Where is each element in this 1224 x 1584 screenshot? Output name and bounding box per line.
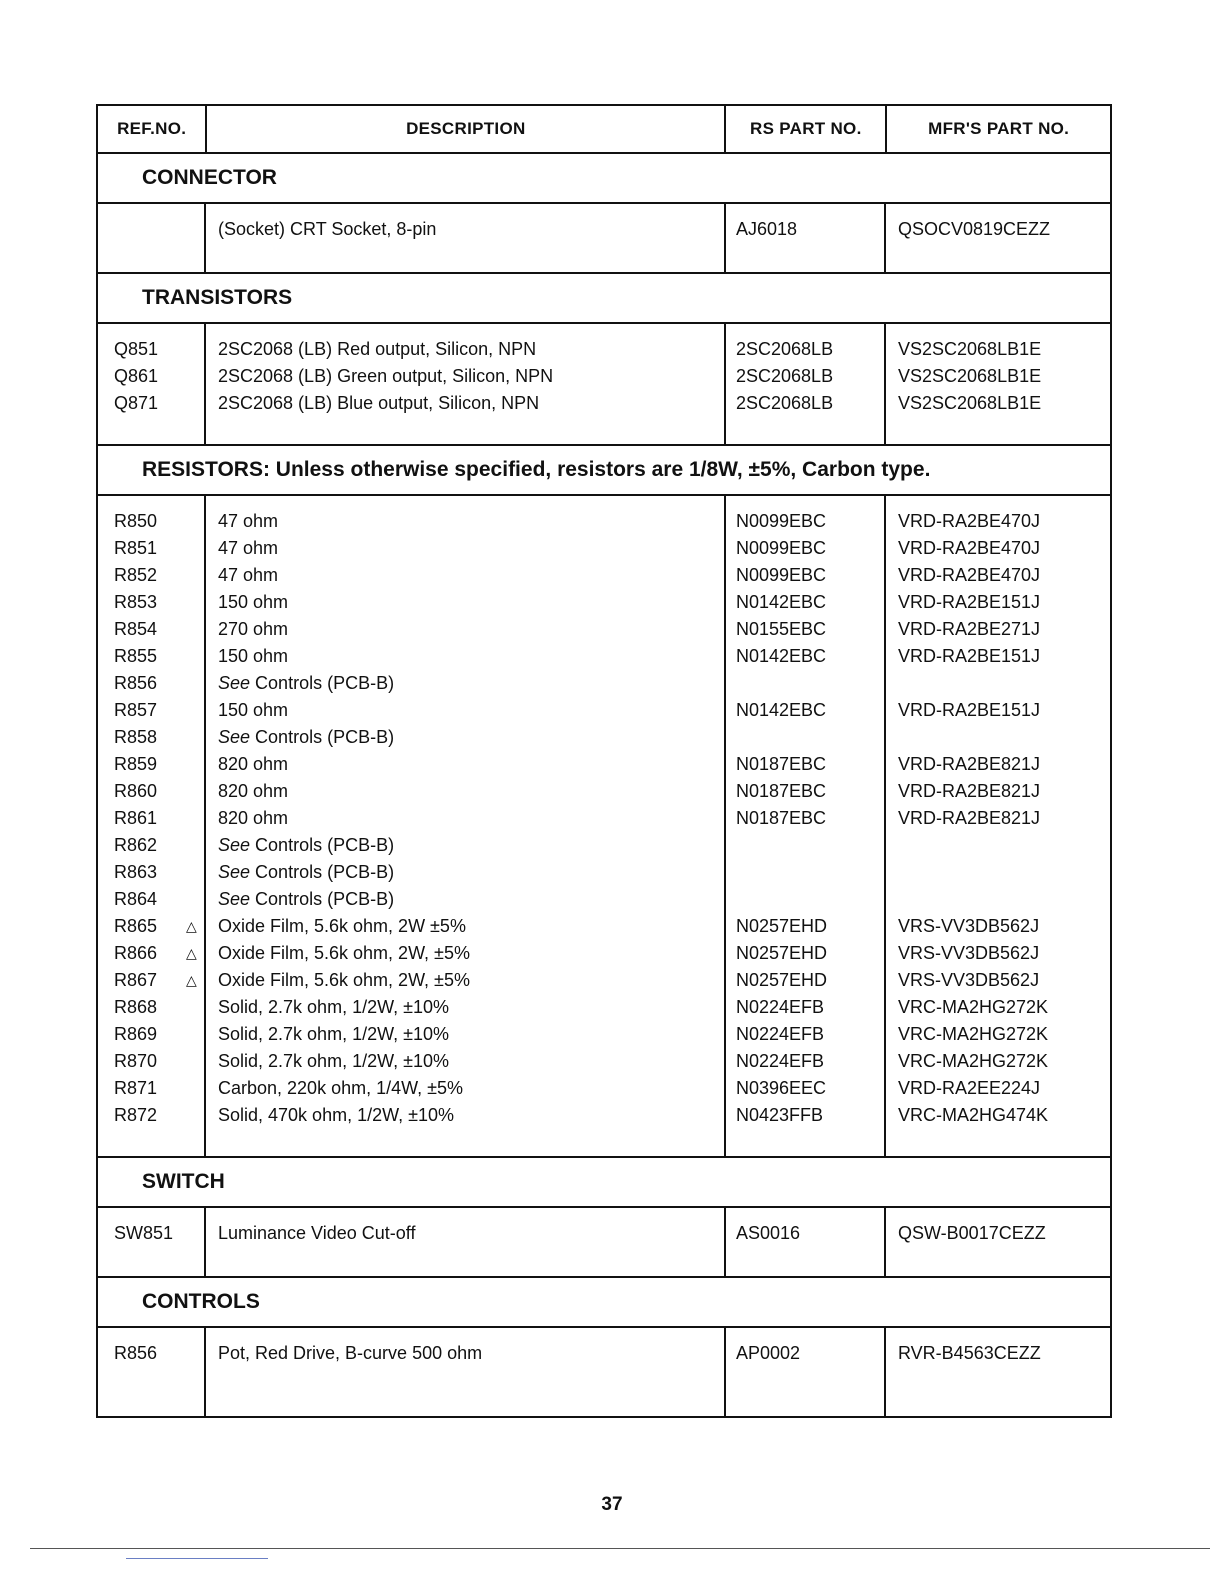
ref-number: R867 [114, 970, 158, 990]
description-cell [218, 535, 724, 562]
mfr-part-cell: VRD-RA2BE151J [898, 592, 1041, 612]
description-text: Oxide Film, 5.6k ohm, 2W ±5% [218, 916, 466, 936]
ref-number: R855 [114, 646, 158, 666]
ref-number: R860 [114, 781, 158, 801]
description-cell [218, 589, 724, 616]
rs-part-column [726, 324, 886, 444]
mfr-part-cell: VRD-RA2BE821J [898, 808, 1041, 828]
sections-container [98, 154, 1110, 1416]
ref-number: SW851 [114, 1223, 174, 1243]
rs-part-cell: N0396EEC [736, 1078, 827, 1098]
description-column [206, 1208, 726, 1276]
mfr-part-column [886, 204, 1110, 272]
ref-cell [114, 1220, 204, 1247]
ref-cell [114, 336, 204, 363]
description-text: 47 ohm [218, 538, 279, 558]
rs-part-column [726, 204, 886, 272]
description-text: 47 ohm [218, 511, 279, 531]
description-cell [218, 913, 724, 940]
ref-column [98, 496, 206, 1156]
section-title: SWITCH [98, 1158, 1110, 1208]
ref-cell [114, 967, 204, 994]
ref-number: R865 [114, 916, 158, 936]
section-body [98, 496, 1110, 1158]
ref-cell [114, 751, 204, 778]
rs-part-cell: N0224EFB [736, 1024, 825, 1044]
mfr-part-cell: VRD-RA2BE271J [898, 619, 1041, 639]
mfr-part-cell: VRD-RA2EE224J [898, 1078, 1041, 1098]
description-text: 47 ohm [218, 565, 279, 585]
mfr-part-cell: VRD-RA2BE470J [898, 538, 1041, 558]
ref-cell [114, 994, 204, 1021]
mfr-part-cell: VRS-VV3DB562J [898, 916, 1040, 936]
mfr-part-cell [898, 670, 1110, 697]
description-text: Solid, 2.7k ohm, 1/2W, ±10% [218, 1051, 449, 1071]
description-cell [218, 390, 724, 417]
rs-part-cell: N0257EHD [736, 916, 828, 936]
rs-part-cell: N0224EFB [736, 1051, 825, 1071]
ref-number: R857 [114, 700, 158, 720]
footer-accent-rule [126, 1558, 268, 1559]
description-cell [218, 670, 724, 697]
section-body [98, 204, 1110, 274]
header-rs-part-no: RS PART NO. [726, 106, 887, 152]
ref-cell [114, 724, 204, 751]
mfr-part-cell: VRD-RA2BE470J [898, 511, 1041, 531]
ref-number: R850 [114, 511, 158, 531]
header-mfr-part-no: MFR'S PART NO. [928, 119, 1070, 138]
description-cell [218, 216, 724, 243]
description-cell [218, 1340, 724, 1367]
mfr-part-cell: RVR-B4563CEZZ [898, 1343, 1041, 1363]
description-text: 270 ohm [218, 619, 289, 639]
mfr-part-cell: VRS-VV3DB562J [898, 970, 1040, 990]
mfr-part-cell: VRC-MA2HG272K [898, 997, 1049, 1017]
ref-number: R853 [114, 592, 158, 612]
description-text: 2SC2068 (LB) Blue output, Silicon, NPN [218, 393, 540, 413]
ref-cell [114, 363, 204, 390]
mfr-part-cell [898, 724, 1110, 751]
description-column [206, 324, 726, 444]
mfr-part-cell [898, 859, 1110, 886]
description-text: Solid, 470k ohm, 1/2W, ±10% [218, 1105, 455, 1125]
ref-number: Q871 [114, 393, 159, 413]
description-column [206, 1328, 726, 1416]
mfr-part-cell: VRD-RA2BE470J [898, 565, 1041, 585]
description-cell [218, 805, 724, 832]
ref-column [98, 324, 206, 444]
see-reference: See [218, 835, 251, 855]
description-cell [218, 1220, 724, 1247]
ref-column [98, 1328, 206, 1416]
ref-cell [114, 216, 204, 243]
mfr-part-cell [898, 886, 1110, 913]
ref-number: R859 [114, 754, 158, 774]
description-cell [218, 562, 724, 589]
description-cell [218, 1021, 724, 1048]
rs-part-cell: 2SC2068LB [736, 393, 834, 413]
mfr-part-column [886, 496, 1110, 1156]
ref-number: R872 [114, 1105, 158, 1125]
ref-number: R858 [114, 727, 158, 747]
mfr-part-cell: VS2SC2068LB1E [898, 393, 1042, 413]
description-cell [218, 751, 724, 778]
rs-part-cell: N0187EBC [736, 754, 827, 774]
description-cell [218, 940, 724, 967]
description-text: Carbon, 220k ohm, 1/4W, ±5% [218, 1078, 464, 1098]
rs-part-cell: N0142EBC [736, 592, 827, 612]
rs-part-cell: N0423FFB [736, 1105, 824, 1125]
rs-part-cell: N0142EBC [736, 646, 827, 666]
description-cell [218, 832, 724, 859]
ref-cell [114, 940, 204, 967]
description-text: 150 ohm [218, 646, 289, 666]
description-text: 150 ohm [218, 592, 289, 612]
ref-number: R854 [114, 619, 158, 639]
rs-part-cell: AP0002 [736, 1343, 801, 1363]
mfr-part-cell: VRD-RA2BE821J [898, 754, 1041, 774]
description-text: Controls (PCB-B) [255, 727, 395, 747]
page-number: 37 [601, 1494, 623, 1515]
safety-warning-icon: △ [186, 945, 197, 961]
rs-part-cell [736, 859, 884, 886]
mfr-part-cell: VS2SC2068LB1E [898, 339, 1042, 359]
rs-part-cell: N0187EBC [736, 781, 827, 801]
mfr-part-cell: VRC-MA2HG272K [898, 1051, 1049, 1071]
rs-part-column [726, 1208, 886, 1276]
ref-cell [114, 832, 204, 859]
rs-part-cell: N0142EBC [736, 700, 827, 720]
ref-cell [114, 859, 204, 886]
footer-rule [30, 1548, 1210, 1549]
ref-cell [114, 670, 204, 697]
ref-cell [114, 778, 204, 805]
description-text: Pot, Red Drive, B-curve 500 ohm [218, 1343, 483, 1363]
description-text: Solid, 2.7k ohm, 1/2W, ±10% [218, 997, 449, 1017]
ref-cell [114, 390, 204, 417]
ref-cell [114, 643, 204, 670]
table-header [98, 106, 1110, 154]
ref-number: R871 [114, 1078, 158, 1098]
description-cell [218, 697, 724, 724]
ref-cell [114, 616, 204, 643]
ref-number: R863 [114, 862, 158, 882]
ref-cell [114, 697, 204, 724]
ref-number: R852 [114, 565, 158, 585]
mfr-part-cell: VRC-MA2HG474K [898, 1105, 1049, 1125]
description-text: Controls (PCB-B) [255, 673, 395, 693]
description-text: 820 ohm [218, 808, 289, 828]
ref-cell [114, 1048, 204, 1075]
mfr-part-cell: VRD-RA2BE151J [898, 700, 1041, 720]
ref-cell [114, 508, 204, 535]
description-text: 820 ohm [218, 754, 289, 774]
description-text: Controls (PCB-B) [255, 862, 395, 882]
mfr-part-column [886, 1208, 1110, 1276]
ref-cell [114, 1102, 204, 1129]
mfr-part-cell: QSW-B0017CEZZ [898, 1223, 1046, 1243]
description-text: 2SC2068 (LB) Red output, Silicon, NPN [218, 339, 537, 359]
rs-part-cell: N0257EHD [736, 943, 828, 963]
mfr-part-cell: VRC-MA2HG272K [898, 1024, 1049, 1044]
description-cell [218, 1048, 724, 1075]
section-title: CONTROLS [98, 1278, 1110, 1328]
description-text: 2SC2068 (LB) Green output, Silicon, NPN [218, 366, 554, 386]
description-cell [218, 336, 724, 363]
ref-cell [114, 562, 204, 589]
ref-cell [114, 589, 204, 616]
description-cell [218, 363, 724, 390]
ref-number: R851 [114, 538, 158, 558]
mfr-part-cell [898, 832, 1110, 859]
rs-part-cell [736, 670, 884, 697]
ref-cell [114, 1340, 204, 1367]
header-description: DESCRIPTION [207, 106, 726, 152]
description-text: 820 ohm [218, 781, 289, 801]
description-cell [218, 1102, 724, 1129]
section-title: TRANSISTORS [98, 274, 1110, 324]
ref-column [98, 204, 206, 272]
ref-cell [114, 805, 204, 832]
description-cell [218, 859, 724, 886]
description-cell [218, 1075, 724, 1102]
safety-warning-icon: △ [186, 972, 197, 988]
rs-part-column [726, 496, 886, 1156]
ref-column [98, 1208, 206, 1276]
ref-number: R864 [114, 889, 158, 909]
description-text: Solid, 2.7k ohm, 1/2W, ±10% [218, 1024, 449, 1044]
ref-number: R862 [114, 835, 158, 855]
rs-part-cell: N0099EBC [736, 511, 827, 531]
rs-part-cell: AS0016 [736, 1223, 801, 1243]
description-text: Oxide Film, 5.6k ohm, 2W, ±5% [218, 970, 470, 990]
ref-number: R869 [114, 1024, 158, 1044]
description-text: Luminance Video Cut-off [218, 1223, 416, 1243]
ref-number: R868 [114, 997, 158, 1017]
mfr-part-column [886, 1328, 1110, 1416]
header-ref-no: REF.NO. [98, 106, 207, 152]
rs-part-cell: N0099EBC [736, 565, 827, 585]
see-reference: See [218, 862, 251, 882]
safety-warning-icon: △ [186, 918, 197, 934]
ref-number: R856 [114, 673, 158, 693]
rs-part-cell: AJ6018 [736, 219, 798, 239]
description-cell [218, 967, 724, 994]
rs-part-cell: N0155EBC [736, 619, 827, 639]
mfr-part-cell: QSOCV0819CEZZ [898, 219, 1051, 239]
rs-part-cell: 2SC2068LB [736, 339, 834, 359]
ref-cell [114, 1075, 204, 1102]
see-reference: See [218, 727, 251, 747]
description-text: Controls (PCB-B) [255, 835, 395, 855]
ref-cell [114, 913, 204, 940]
rs-part-cell: N0224EFB [736, 997, 825, 1017]
mfr-part-cell: VS2SC2068LB1E [898, 366, 1042, 386]
section-body [98, 324, 1110, 446]
description-cell [218, 994, 724, 1021]
description-cell [218, 886, 724, 913]
section-title: RESISTORS: Unless otherwise specified, resistors are 1/8W, ±5%, Carbon type. [98, 446, 1110, 496]
rs-part-column [726, 1328, 886, 1416]
ref-number: R856 [114, 1343, 158, 1363]
description-cell [218, 508, 724, 535]
description-cell [218, 724, 724, 751]
description-column [206, 496, 726, 1156]
description-text: (Socket) CRT Socket, 8-pin [218, 219, 437, 239]
description-text: Oxide Film, 5.6k ohm, 2W, ±5% [218, 943, 470, 963]
ref-cell [114, 886, 204, 913]
description-text: Controls (PCB-B) [255, 889, 395, 909]
mfr-part-cell: VRS-VV3DB562J [898, 943, 1040, 963]
rs-part-cell: 2SC2068LB [736, 366, 834, 386]
description-cell [218, 616, 724, 643]
section-title: CONNECTOR [98, 154, 1110, 204]
rs-part-cell: N0187EBC [736, 808, 827, 828]
ref-cell [114, 535, 204, 562]
mfr-part-cell: VRD-RA2BE821J [898, 781, 1041, 801]
see-reference: See [218, 673, 251, 693]
mfr-part-cell: VRD-RA2BE151J [898, 646, 1041, 666]
ref-number: Q861 [114, 366, 159, 386]
ref-number: R861 [114, 808, 158, 828]
see-reference: See [218, 889, 251, 909]
ref-number: R870 [114, 1051, 158, 1071]
description-text: 150 ohm [218, 700, 289, 720]
rs-part-cell [736, 886, 884, 913]
description-column [206, 204, 726, 272]
parts-list-table [96, 104, 1112, 1418]
description-cell [218, 643, 724, 670]
ref-number: R866 [114, 943, 158, 963]
section-body [98, 1328, 1110, 1416]
rs-part-cell: N0257EHD [736, 970, 828, 990]
description-cell [218, 778, 724, 805]
mfr-part-column [886, 324, 1110, 444]
section-body [98, 1208, 1110, 1278]
ref-number: Q851 [114, 339, 159, 359]
ref-cell [114, 1021, 204, 1048]
rs-part-cell [736, 832, 884, 859]
rs-part-cell: N0099EBC [736, 538, 827, 558]
rs-part-cell [736, 724, 884, 751]
